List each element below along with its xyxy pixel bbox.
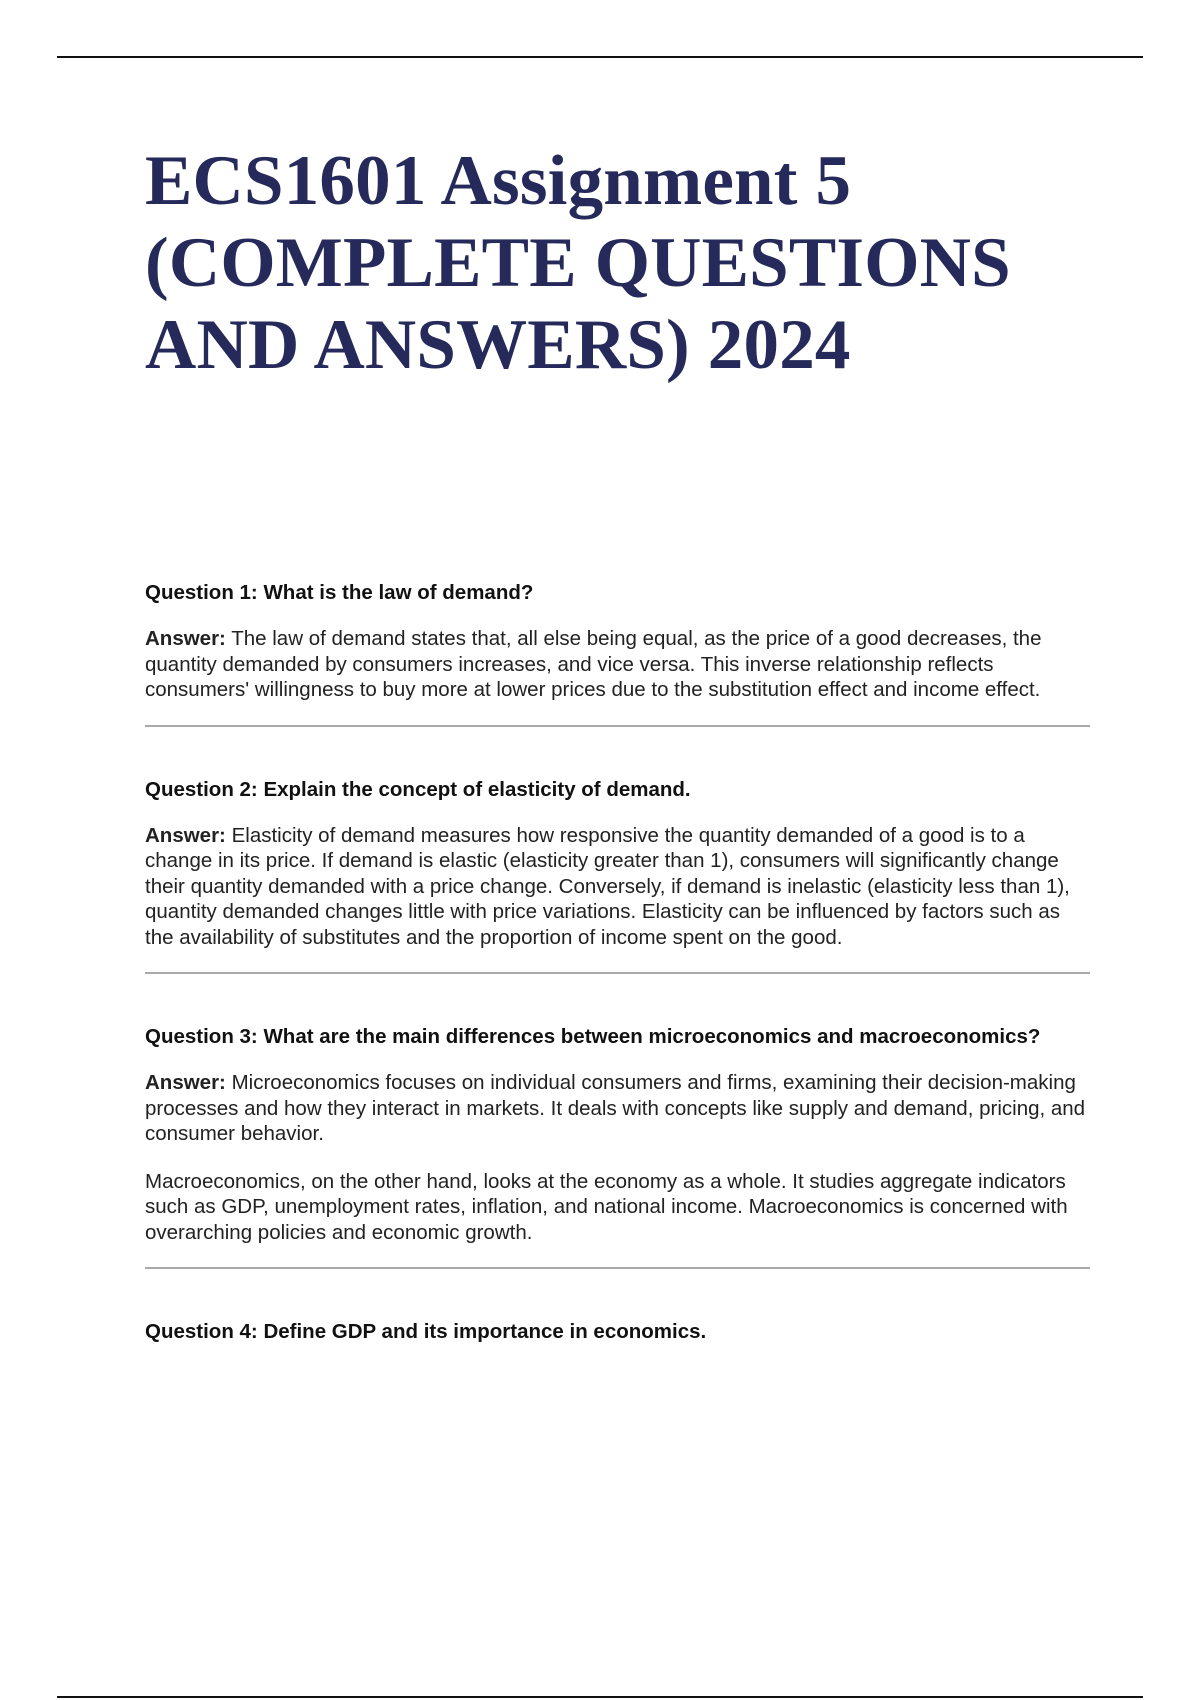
question-3: Question 3: What are the main differences between microeconomics and macroeconomics? <box>145 1025 1041 1048</box>
section-divider <box>145 972 1090 974</box>
question-1: Question 1: What is the law of demand? <box>145 581 534 604</box>
qa-list <box>145 580 1090 1345</box>
question-2: Question 2: Explain the concept of elasticity of demand. <box>145 777 691 801</box>
document-title: ECS1601 Assignment 5 (COMPLETE QUESTIONS AND ANSWERS) 2024 <box>145 142 1011 384</box>
answer-2-text: Elasticity of demand measures how responsive the quantity demanded of a good is to a change in its price. If demand is elastic (elasticity greater than 1), consumers will significantly change their quantity demanded with a price change. Conversely, if demand is inelastic (elasticity less than 1), quantity demanded changes little with price variations. Elasticity can be influenced by factors such as the availability of substitutes and the proportion of income spent on the good. <box>145 823 1070 949</box>
answer-3-paragraph-2: Macroeconomics, on the other hand, looks at the economy as a whole. It studies aggregate indicators such as GDP, unemployment rates, inflation, and national income. Macroeconomics is concerned with overarching policies and economic growth. <box>145 1169 1068 1244</box>
page-bottom-rule <box>57 1696 1143 1698</box>
answer-1 <box>145 626 1090 703</box>
answer-3-text: Microeconomics focuses on individual consumers and firms, examining their decision-making processes and how they interact in markets. It deals with concepts like supply and demand, pricing, and consumer behavior. <box>145 1071 1086 1145</box>
qa-item-2 <box>145 777 1090 975</box>
qa-item-1 <box>145 580 1090 727</box>
answer-3 <box>145 1070 1090 1147</box>
document-body <box>145 140 1090 1365</box>
qa-item-3 <box>145 1024 1090 1269</box>
question-4: Question 4: Define GDP and its importance in economics. <box>145 1320 707 1343</box>
answer-2 <box>145 823 1090 951</box>
qa-item-4 <box>145 1319 1090 1345</box>
page-top-rule <box>57 56 1143 58</box>
answer-1-text: The law of demand states that, all else being equal, as the price of a good decreases, the quantity demanded by consumers increases, and vice versa. This inverse relationship reflects consumers' willingness to buy more at lower prices due to the substitution effect and income effect. <box>145 627 1042 701</box>
answer-label: Answer: <box>145 627 226 650</box>
section-divider <box>145 1267 1090 1269</box>
section-divider <box>145 725 1090 727</box>
answer-label: Answer: <box>145 823 226 847</box>
answer-label: Answer: <box>145 1071 226 1094</box>
